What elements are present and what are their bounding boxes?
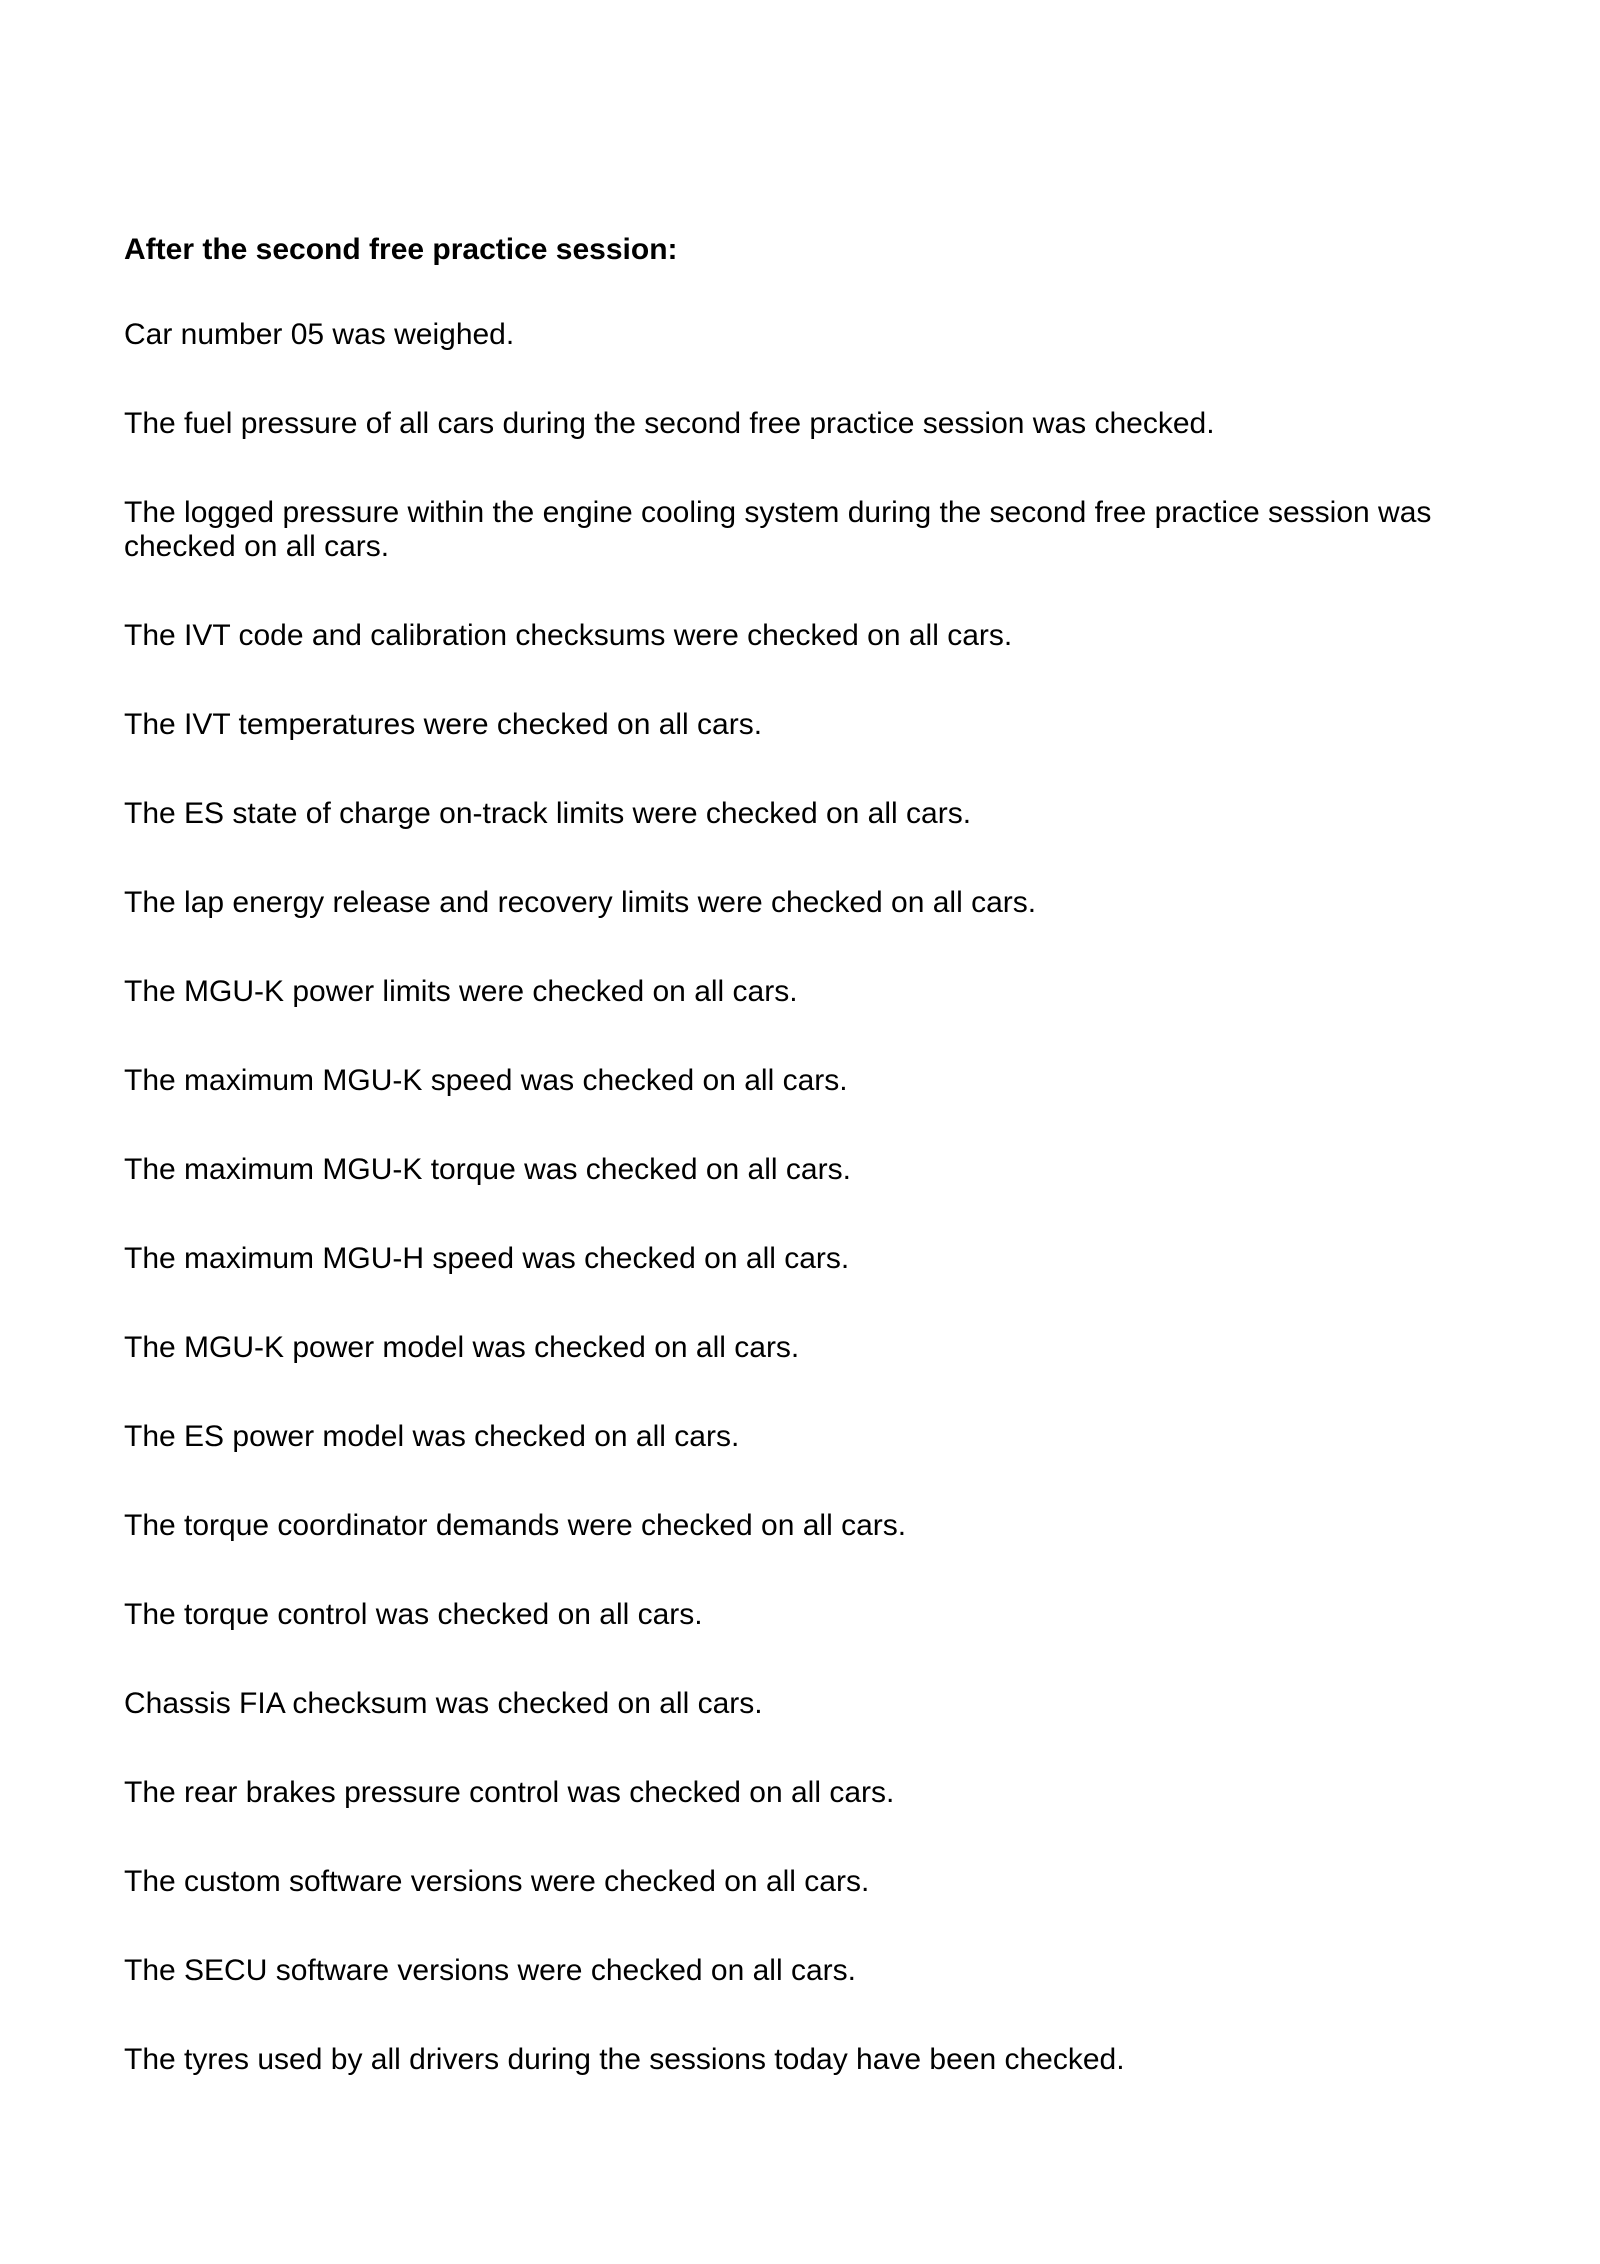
paragraph-custom-software: The custom software versions were checked on all cars. — [124, 1865, 870, 1898]
paragraph-cooling-pressure: The logged pressure within the engine cooling system during the second free practice session was checked on all cars. — [124, 496, 1432, 563]
paragraph-rear-brakes: The rear brakes pressure control was checked on all cars. — [124, 1776, 895, 1809]
paragraph-secu-software: The SECU software versions were checked on all cars. — [124, 1954, 856, 1987]
paragraph-torque-coordinator: The torque coordinator demands were checked on all cars. — [124, 1509, 907, 1542]
paragraph-ivt-checksums: The IVT code and calibration checksums were checked on all cars. — [124, 619, 1013, 652]
paragraph-mguk-power-model: The MGU-K power model was checked on all cars. — [124, 1331, 800, 1364]
paragraph-tyres: The tyres used by all drivers during the sessions today have been checked. — [124, 2043, 1125, 2076]
paragraph-chassis-checksum: Chassis FIA checksum was checked on all cars. — [124, 1687, 763, 1720]
document-body — [124, 230, 1484, 2132]
paragraph-fuel-pressure: The fuel pressure of all cars during the second free practice session was checked. — [124, 407, 1215, 440]
paragraph-es-power-model: The ES power model was checked on all cars. — [124, 1420, 740, 1453]
paragraph-mguk-torque: The maximum MGU-K torque was checked on all cars. — [124, 1153, 851, 1186]
paragraph-mguk-speed: The maximum MGU-K speed was checked on all cars. — [124, 1064, 848, 1097]
paragraph-es-state-of-charge: The ES state of charge on-track limits were checked on all cars. — [124, 797, 972, 830]
paragraph-torque-control: The torque control was checked on all cars. — [124, 1598, 703, 1631]
paragraph-mguh-speed: The maximum MGU-H speed was checked on all cars. — [124, 1242, 850, 1275]
paragraph-ivt-temperatures: The IVT temperatures were checked on all cars. — [124, 708, 763, 741]
paragraph-car-weighed: Car number 05 was weighed. — [124, 318, 515, 351]
paragraph-lap-energy: The lap energy release and recovery limits were checked on all cars. — [124, 886, 1037, 919]
section-heading: After the second free practice session: — [124, 233, 678, 266]
paragraph-mguk-power-limits: The MGU-K power limits were checked on all cars. — [124, 975, 798, 1008]
